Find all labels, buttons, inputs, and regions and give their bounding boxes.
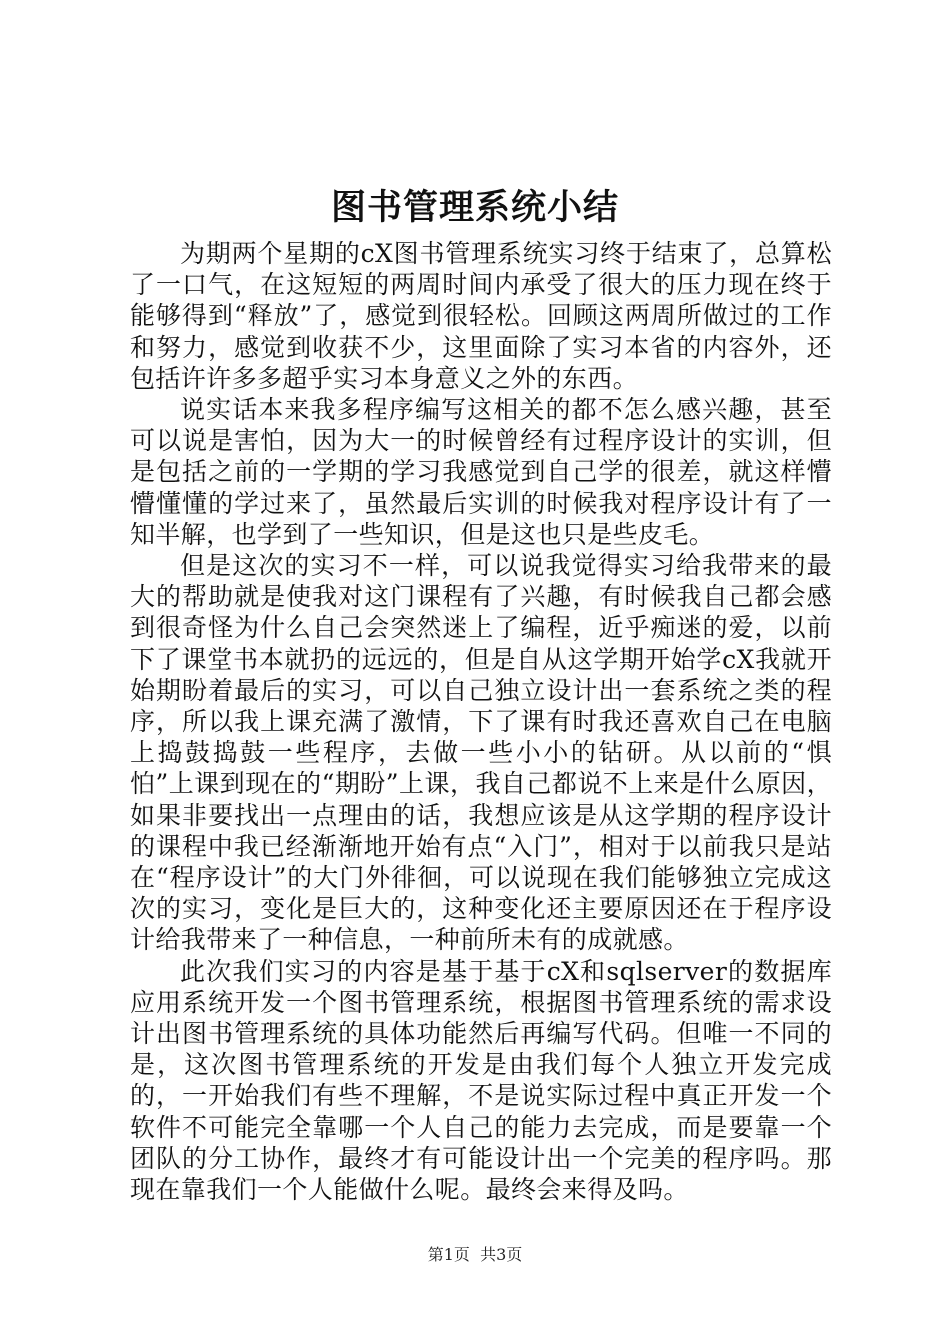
paragraph-4: 此次我们实习的内容是基于基于cX和sqlserver的数据库应用系统开发一个图书管理系统，根据图书管理系统的需求设计出图书管理系统的具体功能然后再编写代码。但唯一不同的是，这次图书管理系统的开发是由我们每个人独立开发完成的，一开始我们有些不理解，不是说实际过程中真正开发一个软件不可能完全靠哪一个人自己的能力去完成，而是要靠一个团队的分工协作，最终才有可能设计出一个完美的程序吗。那现在靠我们一个人能做什么呢。最终会来得及吗。 [130, 956, 832, 1205]
page-total: 共3页 [480, 1245, 523, 1264]
paragraph-3: 但是这次的实习不一样，可以说我觉得实习给我带来的最大的帮助就是使我对这门课程有了兴趣，有时候我自己都会感到很奇怪为什么自己会突然迷上了编程，近乎痴迷的爱，以前下了课堂书本就扔的远远的，但是自从这学期开始学cX我就开始期盼着最后的实习，可以自己独立设计出一套系统之类的程序，所以我上课充满了激情，下了课有时我还喜欢自己在电脑上捣鼓捣鼓一些程序，去做一些小小的钻研。从以前的“惧怕”上课到现在的“期盼”上课，我自己都说不上来是什么原因，如果非要找出一点理由的话，我想应该是从这学期的程序设计的课程中我已经渐渐地开始有点“入门”，相对于以前我只是站在“程序设计”的大门外徘徊，可以说现在我们能够独立完成这次的实习，变化是巨大的，这种变化还主要原因还在于程序设计给我带来了一种信息，一种前所未有的成就感。 [130, 551, 832, 955]
paragraph-1: 为期两个星期的cX图书管理系统实习终于结束了，总算松了一口气，在这短短的两周时间内承受了很大的压力现在终于能够得到“释放”了，感觉到很轻松。回顾这两周所做过的工作和努力，感觉到收获不少，这里面除了实习本省的内容外，还包括许许多多超乎实习本身意义之外的东西。 [130, 239, 832, 393]
page-number: 第1页 [427, 1245, 470, 1264]
paragraph-2: 说实话本来我多程序编写这相关的都不怎么感兴趣，甚至可以说是害怕，因为大一的时候曾经有过程序设计的实训，但是包括之前的一学期的学习我感觉到自己学的很差，就这样懵懵懂懂的学过来了，虽然最后实训的时候我对程序设计有了一知半解，也学到了一些知识，但是这也只是些皮毛。 [130, 395, 832, 549]
page-footer [0, 1245, 950, 1265]
document-body [130, 238, 832, 1205]
document-title: 图书管理系统小结 [330, 188, 619, 228]
